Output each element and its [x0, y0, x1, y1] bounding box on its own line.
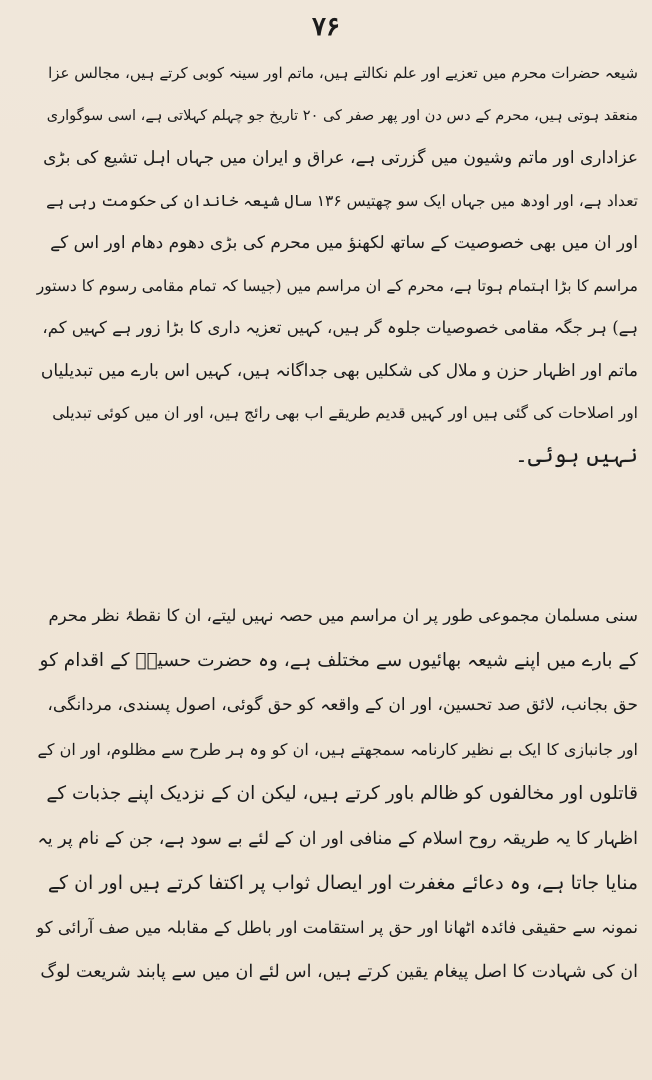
text-line: منعقد ہوتی ہیں، محرم کے دس دن اور پھر صفر کی ۲۰ تاریخ جو چہلم کہلاتی ہے، اسی سوگواری	[46, 107, 638, 124]
text-line: نمونہ سے حقیقی فائدہ اٹھانا اور حق پر استقامت اور باطل کے مقابلہ میں صف آرائی کو	[36, 917, 638, 937]
page-number: ۷۶	[312, 12, 340, 42]
paragraph-1	[36, 52, 638, 477]
text-line: اظہار کا یہ طریقہ روح اسلام کے منافی اور ان کے لئے بے سود ہے، جن کے نام پر یہ	[37, 828, 638, 849]
text-line: ماتم اور اظہار حزن و ملال کی شکلیں بھی جداگانہ ہیں، کہیں اس بارے میں تبدیلیاں	[40, 360, 638, 381]
text-line: ہے) ہر جگہ مقامی خصوصیات جلوہ گر ہیں، کہیں تعزیہ داری کا بڑا زور ہے کہیں کم،	[42, 318, 638, 337]
text-line: شیعہ حضرات محرم میں تعزیے اور علم نکالتے ہیں، ماتم اور سینہ کوبی کرتے ہیں، مجالس عزا	[48, 64, 638, 82]
text-line: تعداد ہے، اور اودھ میں جہاں ایک سو چھتیس ۱۳۶ سال شیعہ خاندان کی حکومت رہی ہے	[46, 191, 638, 210]
text-line: اور اصلاحات کی گئی ہیں اور کہیں قدیم طریقے اب بھی رائج ہیں، اور ان میں کوئی تبدیلی	[52, 404, 638, 422]
text-line: اور جانبازی کا ایک بے نظیر کارنامہ سمجھتے ہیں، ان کو وہ ہر طرح سے مظلوم، اور ان کے	[37, 739, 638, 759]
text-line: قاتلوں اور مخالفوں کو ظالم باور کرتے ہیں، لیکن ان کے نزدیک اپنے جذبات کے	[46, 783, 638, 804]
text-line: ان کی شہادت کا اصل پیغام یقین کرتے ہیں، اس لئے ان میں سے پابند شریعت لوگ	[40, 962, 638, 982]
text-line: حق بجانب، لائق صد تحسین، اور ان کے واقعہ کو حق گوئی، اصول پسندی، مردانگی،	[47, 695, 638, 715]
text-line: عزاداری اور ماتم وشیون میں گزرتی ہے، عراق و ایران میں جہاں اہل تشیع کی بڑی	[43, 148, 638, 168]
text-line: سنی مسلمان مجموعی طور پر ان مراسم میں حصہ نہیں لیتے، ان کا نقطۂ نظر محرم	[48, 606, 638, 625]
paragraph-2	[36, 594, 638, 995]
text-line: منایا جاتا ہے، وہ دعائے مغفرت اور ایصال ثواب پر اکتفا کرتے ہیں اور ان کے	[47, 872, 638, 894]
text-line: نہیں ہوئی۔	[514, 442, 638, 468]
text-line: مراسم کا بڑا اہتمام ہوتا ہے، محرم کے ان مراسم میں (جیسا کہ تمام مقامی رسوم کا دستور	[36, 276, 638, 295]
text-line: اور ان میں بھی خصوصیت کے ساتھ لکھنؤ میں محرم کی بڑی دھوم دھام اور اس کے	[50, 233, 638, 253]
text-line: کے بارے میں اپنے شیعہ بھائیوں سے مختلف ہے، وہ حضرت حسینؓ کے اقدام کو	[39, 649, 638, 671]
